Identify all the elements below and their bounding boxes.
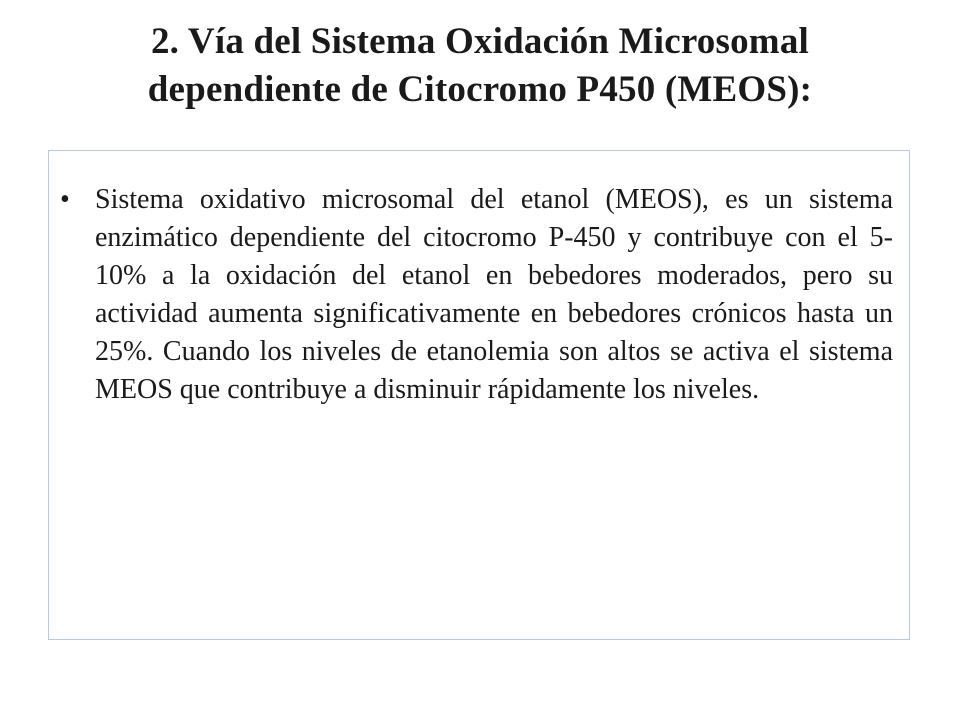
bullet-marker: • <box>60 184 70 215</box>
title-line-1: 2. Vía del Sistema Oxidación Microsomal <box>150 21 810 62</box>
bullet-list <box>49 181 909 409</box>
bullet-item <box>49 181 909 409</box>
title-line-2: dependiente de Citocromo P450 (MEOS): <box>147 69 813 110</box>
slide-title <box>40 18 920 114</box>
bullet-text: Sistema oxidativo microsomal del etanol (MEOS), es un sistema enzimático dependiente del citocromo P-450 y contribuye con el 5-10% a la oxidación del etanol en bebedores moderados, pero su actividad aumenta significativamente en bebedores crónicos hasta un 25%. Cuando los niveles de etanolemia son altos se activa el sistema MEOS que contribuye a disminuir rápidamente los niveles. <box>95 184 893 405</box>
content-box <box>48 150 910 640</box>
